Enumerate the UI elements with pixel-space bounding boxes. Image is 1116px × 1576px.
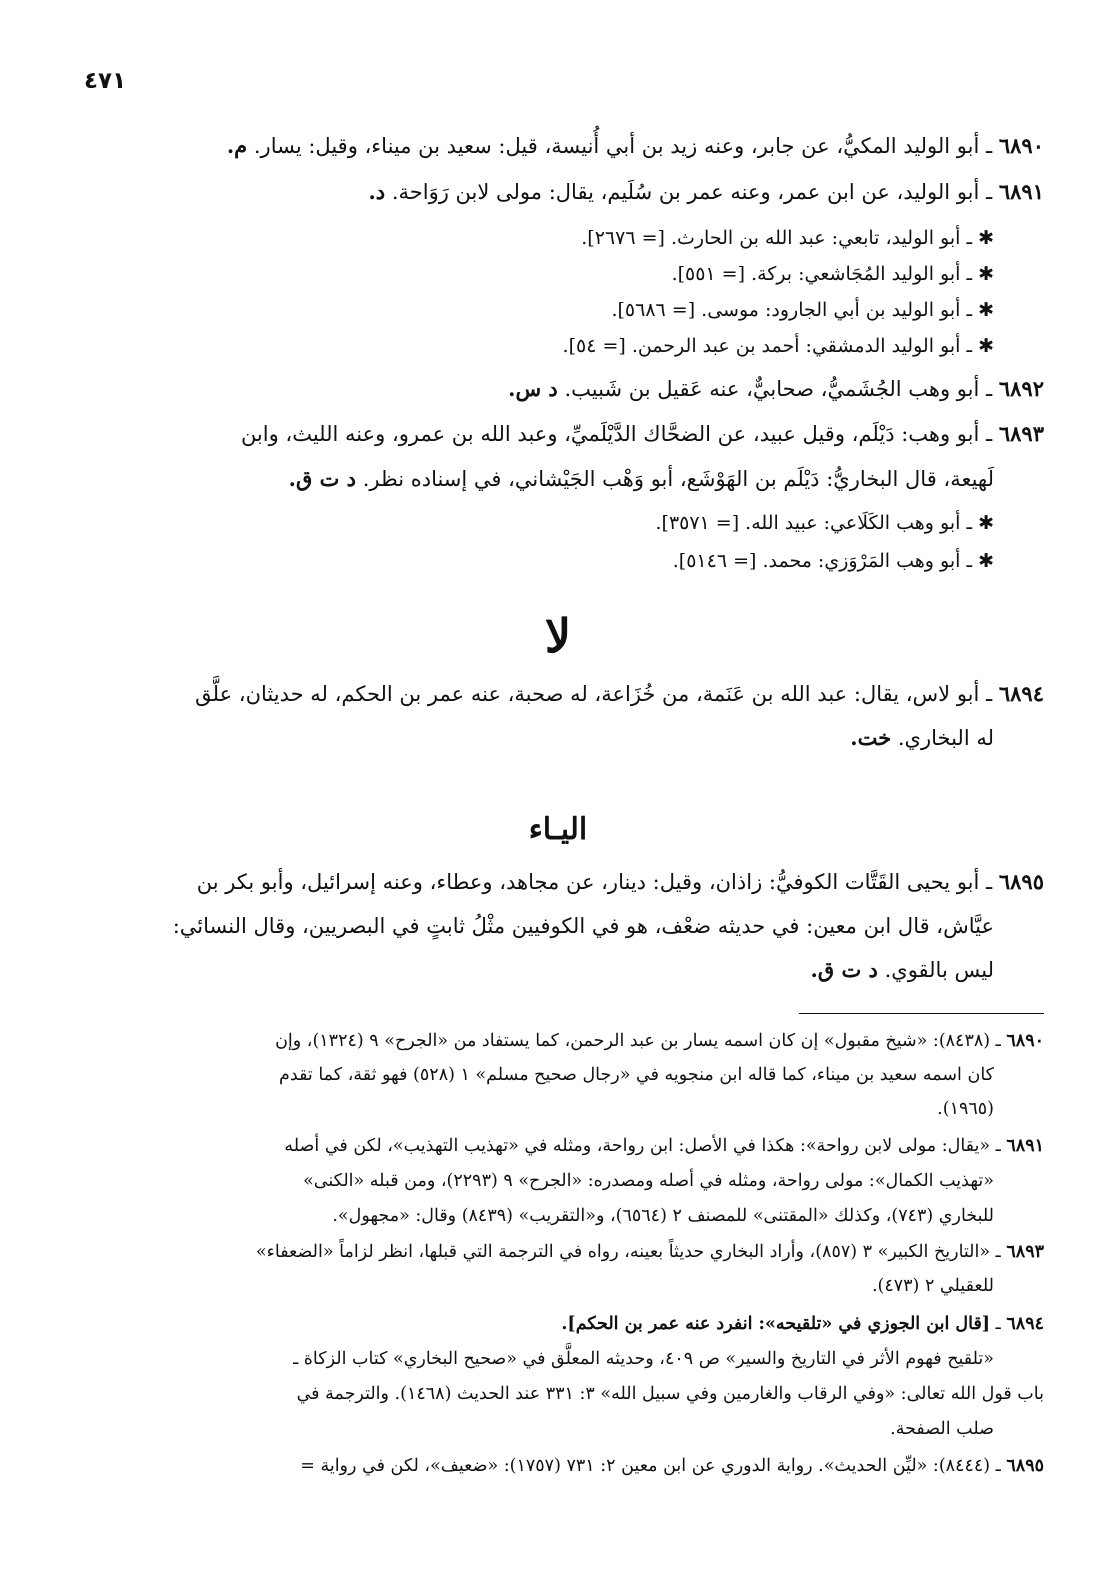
entry-number: ٦٨٩٤ [998,681,1044,706]
footnote-text: «التاريخ الكبير» ٣ (٨٥٧)، وأراد البخاري حديثاً بعينه، رواه في الترجمة التي قبلها، انظر لزاماً «الضعفاء» [255,1242,991,1262]
entry-text: عيَّاش، قال ابن معين: في حديثه ضعْف، هو في الكوفيين مثْلُ ثابتٍ في البصريين، وقال النسائي: [172,914,994,938]
dash: ـ [995,1456,1001,1476]
entry-number: ٦٨٩٢ [998,376,1044,401]
dash: ـ [986,682,993,706]
entry-6891 [368,174,1044,210]
ref-text: أبو وهب المَرْوَزي: محمد. [= ٥١٤٦]. [672,550,961,572]
footnote-line: «تلقيح فهوم الأثر في التاريخ والسير» ص ٤٠٩، وحديثه المعلَّق في «صحيح البخاري» كتاب الزكاة ـ [293,1349,994,1369]
entry-6894-cont [850,720,994,756]
ref-line [673,543,994,579]
footnote-number: ٦٨٩٠ [1006,1031,1044,1051]
star-icon: ✱ [978,512,994,534]
ref-text: أبو الوليد المُجَاشعي: بركة. [= ٥٥١]. [671,263,961,285]
symbol: د. [368,179,386,204]
entry-6893-cont [289,461,994,497]
dash: ـ [995,1314,1001,1334]
footnote-text: (٨٤٤٤): «ليِّن الحديث». رواية الدوري عن ابن معين ٢: ٧٣١ (١٧٥٧): «ضعيف»، لكن في رواية = [300,1456,991,1476]
section-heading-la: لا [544,609,572,663]
entry-number: ٦٨٩٣ [998,421,1044,446]
symbol: د ت ق. [288,466,357,491]
symbol: د ت ق. [810,957,878,982]
star-icon: ✱ [978,550,994,572]
footnote-line: (١٩٦٥). [937,1099,994,1119]
star-icon: ✱ [978,299,994,321]
ref-text: أبو الوليد بن أبي الجارود: موسى. [= ٥٦٨٦]. [611,299,961,321]
footnote-line: «تهذيب الكمال»: مولى رواحة، ومثله في أصله ومصدره: «الجرح» ٩ (٢٢٩٣)، ومن قبله «الكنى» [303,1171,994,1191]
ref-line [611,292,994,328]
section-heading-ya: اليـاء [528,812,588,847]
footnote-number: ٦٨٩١ [1006,1136,1044,1156]
footnote-text: [قال ابن الجوزي في «تلقيحه»: انفرد عنه عمر بن الحكم]. [561,1314,991,1334]
dash: ـ [966,335,973,357]
star-icon: ✱ [978,263,994,285]
entry-6892 [508,371,1044,407]
footnote-line: للبخاري (٧٤٣)، وكذلك «المقتنى» للمصنف ٢ (٦٥٦٤)، و«التقريب» (٨٤٣٩) وقال: «مجهول». [332,1206,994,1226]
dash: ـ [966,299,973,321]
entry-number: ٦٨٩١ [998,179,1044,204]
dash: ـ [995,1031,1001,1051]
footnote-number: ٦٨٩٤ [1006,1314,1044,1334]
ref-line [563,328,994,364]
entry-6895-cont [173,908,994,944]
ref-line [655,505,994,541]
entry-text: أبو الوليد، عن ابن عمر، وعنه عمر بن سُلَيم، يقال: مولى لابن رَوَاحة. [391,180,980,204]
entry-6894 [195,676,1044,712]
entry-text: لَهيعة، قال البخاريُّ: دَيْلَم بن الهَوْشَع، أبو وَهْب الجَيْشاني، في إسناده نظر. [362,467,994,491]
dash: ـ [966,512,973,534]
dash: ـ [986,870,993,894]
symbol: خت. [850,725,892,750]
footnote-6891 [284,1131,1044,1161]
dash: ـ [966,550,973,572]
entry-text: أبو لاس، يقال: عبد الله بن عَنَمة، من خُزَاعة، له صحبة، عنه عمر بن الحكم، له حديثان، علَّق [195,682,980,706]
footnote-6894 [561,1309,1044,1339]
dash: ـ [966,263,973,285]
page-number: ٤٧١ [84,68,127,94]
entry-number: ٦٨٩٥ [998,869,1044,894]
footnote-6890 [275,1026,1044,1056]
footnote-separator [799,1013,1044,1014]
ref-line [581,220,994,256]
entry-number: ٦٨٩٠ [998,133,1044,158]
dash: ـ [986,377,993,401]
dash: ـ [986,422,993,446]
entry-text: أبو وهب الجُشَميُّ، صحابيٌّ، عنه عَقيل بن شَبيب. [564,377,980,401]
symbol: د س. [508,376,558,401]
footnote-line: صلب الصفحة. [890,1419,994,1439]
ref-text: أبو الوليد الدمشقي: أحمد بن عبد الرحمن. [= ٥٤]. [562,335,961,357]
ref-text: أبو الوليد، تابعي: عبد الله بن الحارث. [= ٢٦٧٦]. [581,227,961,249]
footnote-number: ٦٨٩٥ [1006,1456,1044,1476]
footnote-line: للعقيلي ٢ (٤٧٣). [871,1276,994,1296]
dash: ـ [986,180,993,204]
entry-6895-cont [811,952,994,988]
dash: ـ [966,227,973,249]
footnote-text: (٨٤٣٨): «شيخ مقبول» إن كان اسمه يسار بن عبد الرحمن، كما يستفاد من «الجرح» ٩ (١٣٢٤)، وإن [275,1031,991,1051]
entry-text: أبو الوليد المكيُّ، عن جابر، وعنه زيد بن أبي أُنيسة، قيل: سعيد بن ميناء، وقيل: يسار. [253,134,980,158]
footnote-text: «يقال: مولى لابن رواحة»: هكذا في الأصل: ابن رواحة، ومثله في «تهذيب التهذيب»، لكن في أصله [284,1136,991,1156]
entry-text: له البخاري. [897,726,994,750]
dash: ـ [995,1242,1001,1262]
entry-text: أبو وهب: دَيْلَم، وقيل عبيد، عن الضحَّاك الدَّيْلَميِّ، وعبد الله بن عمرو، وعنه الليث، وابن [240,422,980,446]
entry-text: أبو يحيى القَتَّات الكوفيُّ: زاذان، وقيل: دينار، عن مجاهد، وعطاء، وعنه إسرائيل، وأبو بكر بن [196,870,980,894]
star-icon: ✱ [978,227,994,249]
dash: ـ [986,134,993,158]
footnote-6895 [300,1451,1044,1481]
entry-6890 [227,128,1044,164]
symbol: م. [226,133,248,158]
footnote-line: كان اسمه سعيد بن ميناء، كما قاله ابن منجويه في «رجال صحيح مسلم» ١ (٥٢٨) فهو ثقة، كما تقدم [279,1065,994,1085]
star-icon: ✱ [978,335,994,357]
ref-line [672,256,994,292]
footnote-6893 [256,1237,1044,1267]
entry-text: ليس بالقوي. [884,958,994,982]
footnote-line: باب قول الله تعالى: «وفي الرقاب والغارمين وفي سبيل الله» ٣: ٣٣١ عند الحديث (١٤٦٨). والترجمة في [296,1384,1044,1404]
dash: ـ [995,1136,1001,1156]
ref-text: أبو وهب الكَلَاعي: عبيد الله. [= ٣٥٧١]. [655,512,961,534]
footnote-number: ٦٨٩٣ [1006,1242,1044,1262]
entry-6895 [197,864,1044,900]
entry-6893 [241,416,1044,452]
